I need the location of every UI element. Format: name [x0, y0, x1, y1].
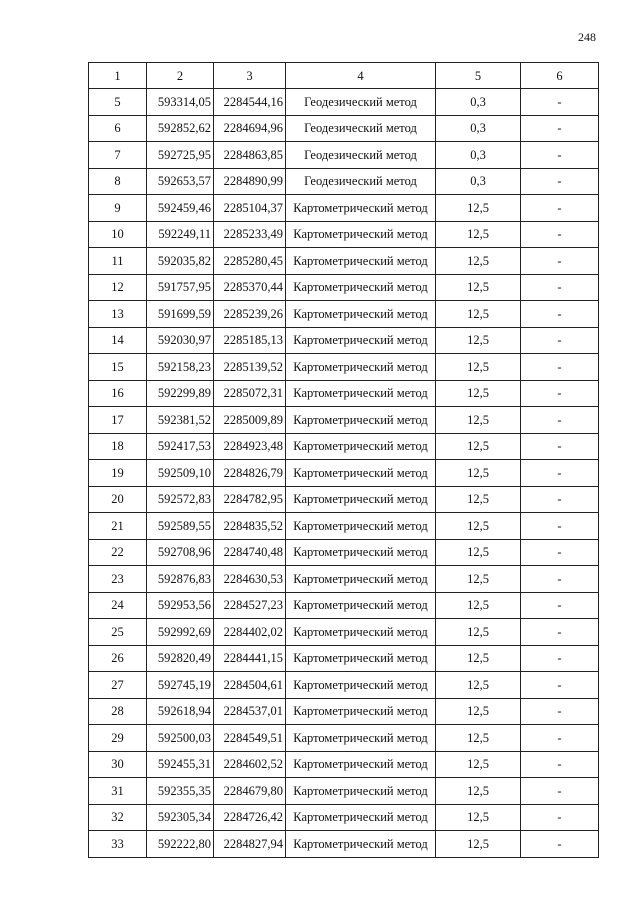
table-row: [89, 619, 599, 646]
accuracy-cell: 12,5: [436, 513, 521, 540]
y-coordinate-cell: 2284740,48: [214, 539, 286, 566]
note-cell: -: [521, 115, 599, 142]
table-row: [89, 592, 599, 619]
accuracy-cell: 12,5: [436, 778, 521, 805]
y-coordinate-cell: 2285009,89: [214, 407, 286, 434]
accuracy-cell: 12,5: [436, 380, 521, 407]
y-coordinate-cell: 2285139,52: [214, 354, 286, 381]
method-cell: Картометрический метод: [286, 698, 436, 725]
y-coordinate-cell: 2285370,44: [214, 274, 286, 301]
table-row: [89, 248, 599, 275]
accuracy-cell: 12,5: [436, 804, 521, 831]
table-row: [89, 89, 599, 116]
note-cell: -: [521, 380, 599, 407]
y-coordinate-cell: 2285072,31: [214, 380, 286, 407]
y-coordinate-cell: 2284527,23: [214, 592, 286, 619]
y-coordinate-cell: 2284827,94: [214, 831, 286, 858]
point-number-cell: 22: [89, 539, 147, 566]
table-row: [89, 354, 599, 381]
note-cell: -: [521, 486, 599, 513]
x-coordinate-cell: 592299,89: [147, 380, 214, 407]
y-coordinate-cell: 2284694,96: [214, 115, 286, 142]
y-coordinate-cell: 2284679,80: [214, 778, 286, 805]
accuracy-cell: 12,5: [436, 751, 521, 778]
table-row: [89, 115, 599, 142]
method-cell: Картометрический метод: [286, 407, 436, 434]
note-cell: -: [521, 778, 599, 805]
x-coordinate-cell: 592992,69: [147, 619, 214, 646]
table-row: [89, 221, 599, 248]
accuracy-cell: 12,5: [436, 301, 521, 328]
method-cell: Картометрический метод: [286, 751, 436, 778]
point-number-cell: 25: [89, 619, 147, 646]
point-number-cell: 15: [89, 354, 147, 381]
accuracy-cell: 12,5: [436, 698, 521, 725]
accuracy-cell: 12,5: [436, 460, 521, 487]
x-coordinate-cell: 592249,11: [147, 221, 214, 248]
point-number-cell: 23: [89, 566, 147, 593]
method-cell: Картометрический метод: [286, 301, 436, 328]
method-cell: Картометрический метод: [286, 354, 436, 381]
y-coordinate-cell: 2285104,37: [214, 195, 286, 222]
x-coordinate-cell: 591699,59: [147, 301, 214, 328]
accuracy-cell: 12,5: [436, 407, 521, 434]
point-number-cell: 14: [89, 327, 147, 354]
note-cell: -: [521, 168, 599, 195]
x-coordinate-cell: 592381,52: [147, 407, 214, 434]
x-coordinate-cell: 592417,53: [147, 433, 214, 460]
table-row: [89, 327, 599, 354]
x-coordinate-cell: 592589,55: [147, 513, 214, 540]
x-coordinate-cell: 592953,56: [147, 592, 214, 619]
note-cell: -: [521, 327, 599, 354]
note-cell: -: [521, 301, 599, 328]
note-cell: -: [521, 566, 599, 593]
accuracy-cell: 12,5: [436, 645, 521, 672]
method-cell: Картометрический метод: [286, 619, 436, 646]
method-cell: Картометрический метод: [286, 195, 436, 222]
y-coordinate-cell: 2284863,85: [214, 142, 286, 169]
method-cell: Картометрический метод: [286, 248, 436, 275]
method-cell: Картометрический метод: [286, 327, 436, 354]
note-cell: -: [521, 513, 599, 540]
method-cell: Картометрический метод: [286, 804, 436, 831]
note-cell: -: [521, 460, 599, 487]
table-row: [89, 168, 599, 195]
x-coordinate-cell: 592708,96: [147, 539, 214, 566]
y-coordinate-cell: 2285239,26: [214, 301, 286, 328]
accuracy-cell: 12,5: [436, 195, 521, 222]
accuracy-cell: 12,5: [436, 831, 521, 858]
table-row: [89, 513, 599, 540]
accuracy-cell: 0,3: [436, 142, 521, 169]
column-header: 5: [436, 63, 521, 89]
note-cell: -: [521, 407, 599, 434]
x-coordinate-cell: 592725,95: [147, 142, 214, 169]
accuracy-cell: 12,5: [436, 221, 521, 248]
table-row: [89, 486, 599, 513]
table-row: [89, 672, 599, 699]
table-row: [89, 301, 599, 328]
x-coordinate-cell: 592222,80: [147, 831, 214, 858]
table-row: [89, 751, 599, 778]
table-row: [89, 380, 599, 407]
y-coordinate-cell: 2284726,42: [214, 804, 286, 831]
point-number-cell: 33: [89, 831, 147, 858]
method-cell: Картометрический метод: [286, 460, 436, 487]
x-coordinate-cell: 592035,82: [147, 248, 214, 275]
note-cell: -: [521, 751, 599, 778]
accuracy-cell: 12,5: [436, 619, 521, 646]
accuracy-cell: 12,5: [436, 672, 521, 699]
accuracy-cell: 12,5: [436, 566, 521, 593]
x-coordinate-cell: 592500,03: [147, 725, 214, 752]
x-coordinate-cell: 593314,05: [147, 89, 214, 116]
table-body: [89, 63, 599, 858]
y-coordinate-cell: 2284504,61: [214, 672, 286, 699]
point-number-cell: 31: [89, 778, 147, 805]
point-number-cell: 26: [89, 645, 147, 672]
note-cell: -: [521, 89, 599, 116]
note-cell: -: [521, 804, 599, 831]
table-header-row: [89, 63, 599, 89]
y-coordinate-cell: 2284923,48: [214, 433, 286, 460]
table-row: [89, 831, 599, 858]
y-coordinate-cell: 2284826,79: [214, 460, 286, 487]
x-coordinate-cell: 592455,31: [147, 751, 214, 778]
note-cell: -: [521, 221, 599, 248]
point-number-cell: 30: [89, 751, 147, 778]
column-header: 3: [214, 63, 286, 89]
method-cell: Картометрический метод: [286, 539, 436, 566]
method-cell: Геодезический метод: [286, 168, 436, 195]
accuracy-cell: 12,5: [436, 433, 521, 460]
point-number-cell: 6: [89, 115, 147, 142]
y-coordinate-cell: 2284549,51: [214, 725, 286, 752]
point-number-cell: 12: [89, 274, 147, 301]
point-number-cell: 9: [89, 195, 147, 222]
y-coordinate-cell: 2284890,99: [214, 168, 286, 195]
method-cell: Картометрический метод: [286, 672, 436, 699]
x-coordinate-cell: 592820,49: [147, 645, 214, 672]
y-coordinate-cell: 2284537,01: [214, 698, 286, 725]
table-row: [89, 778, 599, 805]
point-number-cell: 24: [89, 592, 147, 619]
note-cell: -: [521, 592, 599, 619]
table-row: [89, 804, 599, 831]
point-number-cell: 20: [89, 486, 147, 513]
note-cell: -: [521, 539, 599, 566]
accuracy-cell: 0,3: [436, 89, 521, 116]
method-cell: Картометрический метод: [286, 274, 436, 301]
point-number-cell: 5: [89, 89, 147, 116]
method-cell: Картометрический метод: [286, 221, 436, 248]
note-cell: -: [521, 831, 599, 858]
x-coordinate-cell: 592459,46: [147, 195, 214, 222]
note-cell: -: [521, 645, 599, 672]
point-number-cell: 11: [89, 248, 147, 275]
accuracy-cell: 12,5: [436, 327, 521, 354]
point-number-cell: 32: [89, 804, 147, 831]
point-number-cell: 27: [89, 672, 147, 699]
x-coordinate-cell: 592653,57: [147, 168, 214, 195]
table-row: [89, 539, 599, 566]
x-coordinate-cell: 592355,35: [147, 778, 214, 805]
point-number-cell: 29: [89, 725, 147, 752]
y-coordinate-cell: 2284441,15: [214, 645, 286, 672]
y-coordinate-cell: 2285185,13: [214, 327, 286, 354]
method-cell: Картометрический метод: [286, 433, 436, 460]
table-row: [89, 274, 599, 301]
accuracy-cell: 12,5: [436, 248, 521, 275]
x-coordinate-cell: 592030,97: [147, 327, 214, 354]
coordinates-table: [88, 62, 599, 858]
accuracy-cell: 12,5: [436, 592, 521, 619]
table-row: [89, 725, 599, 752]
table-row: [89, 698, 599, 725]
note-cell: -: [521, 619, 599, 646]
note-cell: -: [521, 142, 599, 169]
table-row: [89, 195, 599, 222]
method-cell: Картометрический метод: [286, 380, 436, 407]
point-number-cell: 10: [89, 221, 147, 248]
method-cell: Картометрический метод: [286, 486, 436, 513]
note-cell: -: [521, 698, 599, 725]
note-cell: -: [521, 672, 599, 699]
point-number-cell: 17: [89, 407, 147, 434]
x-coordinate-cell: 592572,83: [147, 486, 214, 513]
method-cell: Геодезический метод: [286, 115, 436, 142]
table-row: [89, 142, 599, 169]
y-coordinate-cell: 2284602,52: [214, 751, 286, 778]
method-cell: Картометрический метод: [286, 645, 436, 672]
x-coordinate-cell: 592745,19: [147, 672, 214, 699]
accuracy-cell: 0,3: [436, 168, 521, 195]
accuracy-cell: 12,5: [436, 274, 521, 301]
note-cell: -: [521, 433, 599, 460]
note-cell: -: [521, 354, 599, 381]
y-coordinate-cell: 2284544,16: [214, 89, 286, 116]
point-number-cell: 28: [89, 698, 147, 725]
page-number: 248: [578, 30, 596, 44]
y-coordinate-cell: 2284835,52: [214, 513, 286, 540]
x-coordinate-cell: 592852,62: [147, 115, 214, 142]
accuracy-cell: 12,5: [436, 725, 521, 752]
x-coordinate-cell: 592305,34: [147, 804, 214, 831]
table-row: [89, 566, 599, 593]
method-cell: Геодезический метод: [286, 89, 436, 116]
accuracy-cell: 12,5: [436, 354, 521, 381]
point-number-cell: 13: [89, 301, 147, 328]
y-coordinate-cell: 2284782,95: [214, 486, 286, 513]
table-row: [89, 645, 599, 672]
method-cell: Картометрический метод: [286, 831, 436, 858]
point-number-cell: 7: [89, 142, 147, 169]
y-coordinate-cell: 2284630,53: [214, 566, 286, 593]
accuracy-cell: 12,5: [436, 539, 521, 566]
point-number-cell: 18: [89, 433, 147, 460]
point-number-cell: 21: [89, 513, 147, 540]
table-row: [89, 433, 599, 460]
note-cell: -: [521, 725, 599, 752]
method-cell: Картометрический метод: [286, 566, 436, 593]
note-cell: -: [521, 274, 599, 301]
method-cell: Картометрический метод: [286, 725, 436, 752]
method-cell: Картометрический метод: [286, 592, 436, 619]
x-coordinate-cell: 592509,10: [147, 460, 214, 487]
column-header: 2: [147, 63, 214, 89]
table-row: [89, 460, 599, 487]
accuracy-cell: 12,5: [436, 486, 521, 513]
point-number-cell: 19: [89, 460, 147, 487]
y-coordinate-cell: 2285233,49: [214, 221, 286, 248]
column-header: 6: [521, 63, 599, 89]
x-coordinate-cell: 592618,94: [147, 698, 214, 725]
point-number-cell: 16: [89, 380, 147, 407]
method-cell: Геодезический метод: [286, 142, 436, 169]
column-header: 1: [89, 63, 147, 89]
y-coordinate-cell: 2284402,02: [214, 619, 286, 646]
x-coordinate-cell: 591757,95: [147, 274, 214, 301]
method-cell: Картометрический метод: [286, 778, 436, 805]
column-header: 4: [286, 63, 436, 89]
note-cell: -: [521, 248, 599, 275]
method-cell: Картометрический метод: [286, 513, 436, 540]
table-row: [89, 407, 599, 434]
y-coordinate-cell: 2285280,45: [214, 248, 286, 275]
x-coordinate-cell: 592876,83: [147, 566, 214, 593]
x-coordinate-cell: 592158,23: [147, 354, 214, 381]
point-number-cell: 8: [89, 168, 147, 195]
note-cell: -: [521, 195, 599, 222]
accuracy-cell: 0,3: [436, 115, 521, 142]
